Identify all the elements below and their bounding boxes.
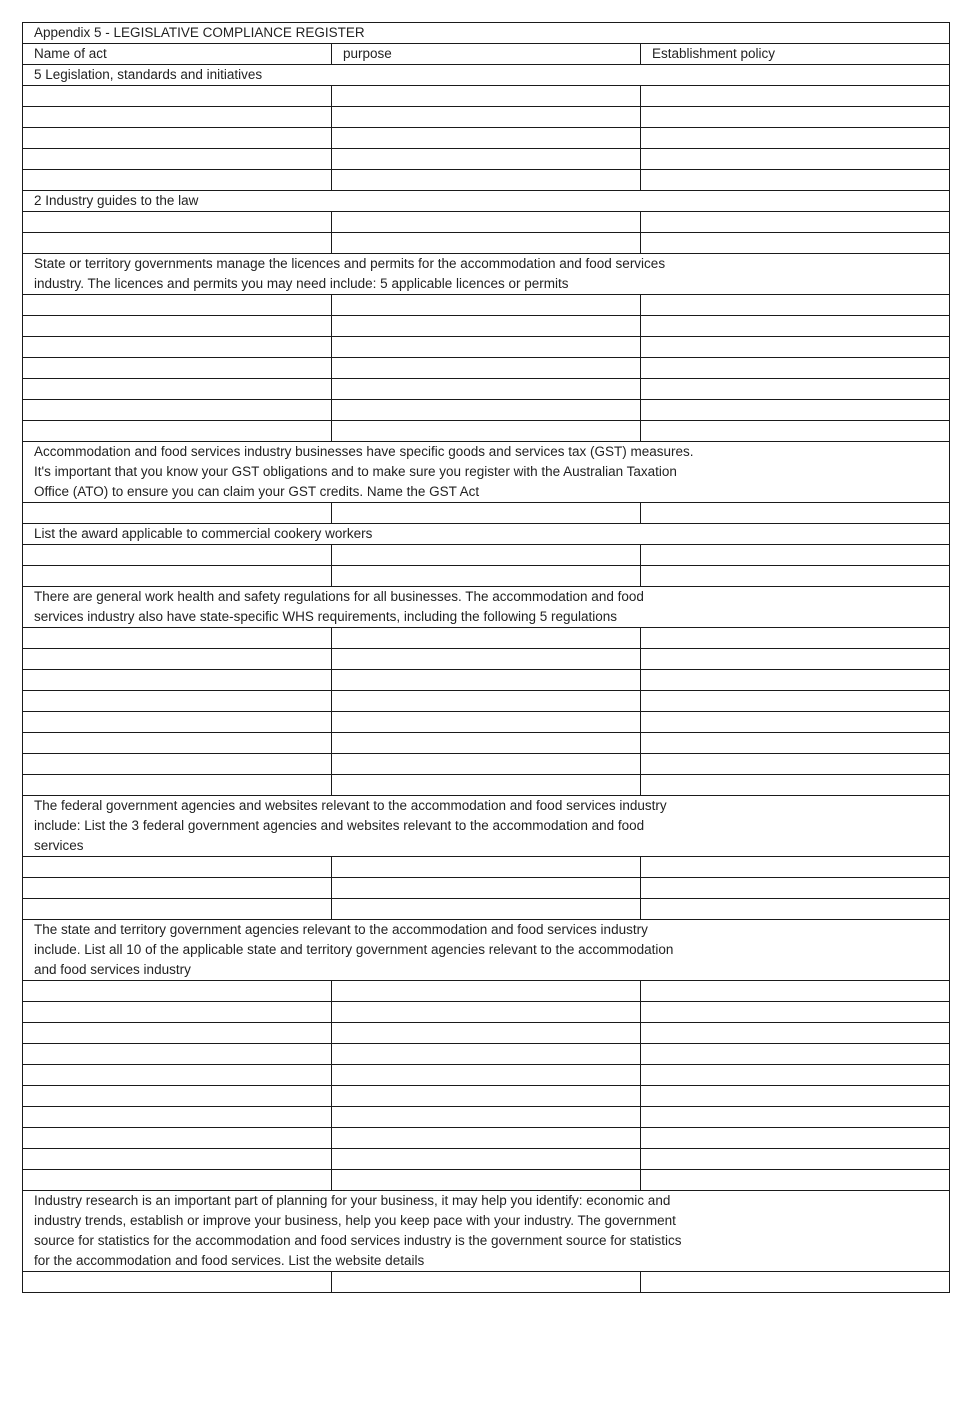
entry-purpose-cell[interactable] [332, 170, 641, 191]
entry-name-of-act-cell[interactable] [23, 107, 332, 128]
entry-establishment-policy-cell[interactable] [641, 691, 950, 712]
register-entry-row [23, 379, 950, 400]
entry-establishment-policy-cell[interactable] [641, 503, 950, 524]
entry-establishment-policy-cell[interactable] [641, 1107, 950, 1128]
entry-establishment-policy-cell[interactable] [641, 566, 950, 587]
entry-purpose-cell[interactable] [332, 358, 641, 379]
entry-name-of-act-cell[interactable] [23, 170, 332, 191]
section-heading-row [23, 442, 950, 503]
entry-name-of-act-cell[interactable] [23, 1086, 332, 1107]
entry-name-of-act-cell[interactable] [23, 712, 332, 733]
register-entry-row [23, 1128, 950, 1149]
entry-establishment-policy-cell[interactable] [641, 295, 950, 316]
header-name-of-act: Name of act [23, 44, 332, 65]
section-heading-text: 5 Legislation, standards and initiatives [34, 67, 263, 82]
entry-purpose-cell[interactable] [332, 233, 641, 254]
entry-purpose-cell[interactable] [332, 421, 641, 442]
entry-name-of-act-cell[interactable] [23, 1023, 332, 1044]
entry-name-of-act-cell[interactable] [23, 128, 332, 149]
entry-establishment-policy-cell[interactable] [641, 1023, 950, 1044]
entry-purpose-cell[interactable] [332, 775, 641, 796]
register-entry-row [23, 712, 950, 733]
entry-establishment-policy-cell[interactable] [641, 358, 950, 379]
section-heading [23, 587, 950, 628]
entry-purpose-cell[interactable] [332, 503, 641, 524]
register-entry-row [23, 149, 950, 170]
entry-purpose-cell[interactable] [332, 379, 641, 400]
entry-establishment-policy-cell[interactable] [641, 1149, 950, 1170]
entry-establishment-policy-cell[interactable] [641, 628, 950, 649]
register-entry-row [23, 670, 950, 691]
entry-purpose-cell[interactable] [332, 754, 641, 775]
register-entry-row [23, 1149, 950, 1170]
entry-purpose-cell[interactable] [332, 337, 641, 358]
entry-establishment-policy-cell[interactable] [641, 233, 950, 254]
register-entry-row [23, 421, 950, 442]
entry-purpose-cell[interactable] [332, 316, 641, 337]
entry-establishment-policy-cell[interactable] [641, 316, 950, 337]
register-entry-row [23, 545, 950, 566]
section-heading-row [23, 524, 950, 545]
entry-establishment-policy-cell[interactable] [641, 400, 950, 421]
section-heading-row [23, 65, 950, 86]
entry-purpose-cell[interactable] [332, 1272, 641, 1293]
entry-purpose-cell[interactable] [332, 1044, 641, 1065]
section-heading-text: List the award applicable to commercial cookery workers [34, 526, 373, 541]
entry-establishment-policy-cell[interactable] [641, 1128, 950, 1149]
register-entry-row [23, 1044, 950, 1065]
entry-establishment-policy-cell[interactable] [641, 899, 950, 920]
entry-establishment-policy-cell[interactable] [641, 545, 950, 566]
register-entry-row [23, 233, 950, 254]
register-entry-row [23, 170, 950, 191]
entry-establishment-policy-cell[interactable] [641, 712, 950, 733]
register-title: Appendix 5 - LEGISLATIVE COMPLIANCE REGISTER [23, 23, 950, 44]
entry-name-of-act-cell[interactable] [23, 899, 332, 920]
register-entry-row [23, 628, 950, 649]
register-entry-row [23, 1272, 950, 1293]
entry-purpose-cell[interactable] [332, 295, 641, 316]
entry-establishment-policy-cell[interactable] [641, 981, 950, 1002]
section-heading-row [23, 191, 950, 212]
entry-purpose-cell[interactable] [332, 107, 641, 128]
register-entry-row [23, 733, 950, 754]
entry-establishment-policy-cell[interactable] [641, 170, 950, 191]
entry-establishment-policy-cell[interactable] [641, 775, 950, 796]
section-heading-row [23, 796, 950, 857]
register-entry-row [23, 128, 950, 149]
register-entry-row [23, 878, 950, 899]
entry-name-of-act-cell[interactable] [23, 1107, 332, 1128]
entry-purpose-cell[interactable] [332, 1149, 641, 1170]
compliance-register-table [22, 22, 950, 1293]
section-heading [23, 1191, 950, 1272]
entry-purpose-cell[interactable] [332, 1170, 641, 1191]
entry-name-of-act-cell[interactable] [23, 1065, 332, 1086]
section-heading-text: Accommodation and food services industry businesses have specific goods and services tax (GST) measures. It's important that you know your GST obligations and to make sure you register with the Australian Taxation Office (ATO) to ensure you can claim your GST credits. Name the GST Act [34, 444, 694, 499]
entry-purpose-cell[interactable] [332, 1107, 641, 1128]
entry-purpose-cell[interactable] [332, 1023, 641, 1044]
register-entry-row [23, 981, 950, 1002]
compliance-register-page [22, 22, 950, 1293]
section-heading-row [23, 254, 950, 295]
section-heading [23, 442, 950, 503]
register-entry-row [23, 107, 950, 128]
section-heading-text: There are general work health and safety regulations for all businesses. The accommodation and food services industry also have state-specific WHS requirements, including the following 5 regulations [34, 589, 644, 624]
header-row [23, 44, 950, 65]
entry-name-of-act-cell[interactable] [23, 337, 332, 358]
entry-purpose-cell[interactable] [332, 566, 641, 587]
register-entry-row [23, 754, 950, 775]
entry-establishment-policy-cell[interactable] [641, 128, 950, 149]
entry-name-of-act-cell[interactable] [23, 379, 332, 400]
section-heading [23, 191, 950, 212]
entry-name-of-act-cell[interactable] [23, 649, 332, 670]
entry-name-of-act-cell[interactable] [23, 545, 332, 566]
section-heading-text: Industry research is an important part of planning for your business, it may help you identify: economic and industry trends, establish or improve your business, help you keep pace with your industry. The government source for statistics for the accommodation and food services industry is the government source for statistics for the accommodation and food services. List the website details [34, 1193, 682, 1268]
entry-purpose-cell[interactable] [332, 878, 641, 899]
entry-name-of-act-cell[interactable] [23, 691, 332, 712]
register-entry-row [23, 1023, 950, 1044]
entry-purpose-cell[interactable] [332, 212, 641, 233]
entry-establishment-policy-cell[interactable] [641, 878, 950, 899]
entry-purpose-cell[interactable] [332, 86, 641, 107]
section-heading-text: 2 Industry guides to the law [34, 193, 199, 208]
entry-purpose-cell[interactable] [332, 691, 641, 712]
register-entry-row [23, 295, 950, 316]
section-heading-row [23, 587, 950, 628]
register-entry-row [23, 1065, 950, 1086]
header-establishment-policy: Establishment policy [641, 44, 950, 65]
section-heading [23, 65, 950, 86]
entry-purpose-cell[interactable] [332, 981, 641, 1002]
title-row [23, 23, 950, 44]
entry-name-of-act-cell[interactable] [23, 421, 332, 442]
entry-name-of-act-cell[interactable] [23, 233, 332, 254]
section-heading-text: State or territory governments manage the licences and permits for the accommodation and food services industry. The licences and permits you may need include: 5 applicable licences or permits [34, 256, 666, 291]
entry-name-of-act-cell[interactable] [23, 86, 332, 107]
section-heading [23, 796, 950, 857]
section-heading-row [23, 1191, 950, 1272]
entry-establishment-policy-cell[interactable] [641, 212, 950, 233]
entry-name-of-act-cell[interactable] [23, 754, 332, 775]
entry-establishment-policy-cell[interactable] [641, 1044, 950, 1065]
register-entry-row [23, 566, 950, 587]
entry-purpose-cell[interactable] [332, 733, 641, 754]
entry-purpose-cell[interactable] [332, 1065, 641, 1086]
entry-name-of-act-cell[interactable] [23, 149, 332, 170]
entry-purpose-cell[interactable] [332, 1086, 641, 1107]
header-purpose: purpose [332, 44, 641, 65]
entry-establishment-policy-cell[interactable] [641, 857, 950, 878]
entry-name-of-act-cell[interactable] [23, 503, 332, 524]
entry-name-of-act-cell[interactable] [23, 1149, 332, 1170]
entry-name-of-act-cell[interactable] [23, 733, 332, 754]
register-entry-row [23, 1170, 950, 1191]
entry-purpose-cell[interactable] [332, 670, 641, 691]
entry-purpose-cell[interactable] [332, 149, 641, 170]
register-entry-row [23, 212, 950, 233]
register-entry-row [23, 899, 950, 920]
section-heading-text: The federal government agencies and websites relevant to the accommodation and food services industry include: List the 3 federal government agencies and websites relevant to the accommodation and food services [34, 798, 667, 853]
section-heading [23, 524, 950, 545]
entry-purpose-cell[interactable] [332, 712, 641, 733]
entry-establishment-policy-cell[interactable] [641, 670, 950, 691]
register-entry-row [23, 86, 950, 107]
entry-name-of-act-cell[interactable] [23, 878, 332, 899]
register-entry-row [23, 691, 950, 712]
entry-name-of-act-cell[interactable] [23, 295, 332, 316]
entry-establishment-policy-cell[interactable] [641, 107, 950, 128]
register-entry-row [23, 649, 950, 670]
entry-purpose-cell[interactable] [332, 628, 641, 649]
entry-name-of-act-cell[interactable] [23, 566, 332, 587]
entry-establishment-policy-cell[interactable] [641, 149, 950, 170]
entry-purpose-cell[interactable] [332, 400, 641, 421]
entry-name-of-act-cell[interactable] [23, 316, 332, 337]
entry-name-of-act-cell[interactable] [23, 670, 332, 691]
register-entry-row [23, 1107, 950, 1128]
register-entry-row [23, 775, 950, 796]
register-entry-row [23, 503, 950, 524]
section-heading [23, 920, 950, 981]
entry-name-of-act-cell[interactable] [23, 1170, 332, 1191]
entry-establishment-policy-cell[interactable] [641, 754, 950, 775]
entry-purpose-cell[interactable] [332, 128, 641, 149]
entry-purpose-cell[interactable] [332, 1128, 641, 1149]
entry-establishment-policy-cell[interactable] [641, 1065, 950, 1086]
section-heading-row [23, 920, 950, 981]
entry-name-of-act-cell[interactable] [23, 1128, 332, 1149]
register-entry-row [23, 857, 950, 878]
register-entry-row [23, 358, 950, 379]
entry-name-of-act-cell[interactable] [23, 1002, 332, 1023]
register-entry-row [23, 316, 950, 337]
register-entry-row [23, 337, 950, 358]
entry-name-of-act-cell[interactable] [23, 981, 332, 1002]
entry-establishment-policy-cell[interactable] [641, 1086, 950, 1107]
register-entry-row [23, 400, 950, 421]
entry-name-of-act-cell[interactable] [23, 400, 332, 421]
entry-name-of-act-cell[interactable] [23, 775, 332, 796]
entry-name-of-act-cell[interactable] [23, 1272, 332, 1293]
entry-purpose-cell[interactable] [332, 857, 641, 878]
entry-name-of-act-cell[interactable] [23, 857, 332, 878]
entry-purpose-cell[interactable] [332, 899, 641, 920]
entry-establishment-policy-cell[interactable] [641, 379, 950, 400]
entry-purpose-cell[interactable] [332, 649, 641, 670]
entry-name-of-act-cell[interactable] [23, 358, 332, 379]
entry-establishment-policy-cell[interactable] [641, 1002, 950, 1023]
entry-establishment-policy-cell[interactable] [641, 1170, 950, 1191]
entry-establishment-policy-cell[interactable] [641, 733, 950, 754]
register-entry-row [23, 1002, 950, 1023]
entry-name-of-act-cell[interactable] [23, 1044, 332, 1065]
entry-name-of-act-cell[interactable] [23, 628, 332, 649]
entry-establishment-policy-cell[interactable] [641, 337, 950, 358]
entry-establishment-policy-cell[interactable] [641, 86, 950, 107]
entry-name-of-act-cell[interactable] [23, 212, 332, 233]
section-heading-text: The state and territory government agencies relevant to the accommodation and food services industry include. List all 10 of the applicable state and territory government agencies relevant to the accommodation and food services industry [34, 922, 674, 977]
register-entry-row [23, 1086, 950, 1107]
entry-purpose-cell[interactable] [332, 545, 641, 566]
entry-establishment-policy-cell[interactable] [641, 1272, 950, 1293]
entry-establishment-policy-cell[interactable] [641, 649, 950, 670]
entry-establishment-policy-cell[interactable] [641, 421, 950, 442]
section-heading [23, 254, 950, 295]
entry-purpose-cell[interactable] [332, 1002, 641, 1023]
